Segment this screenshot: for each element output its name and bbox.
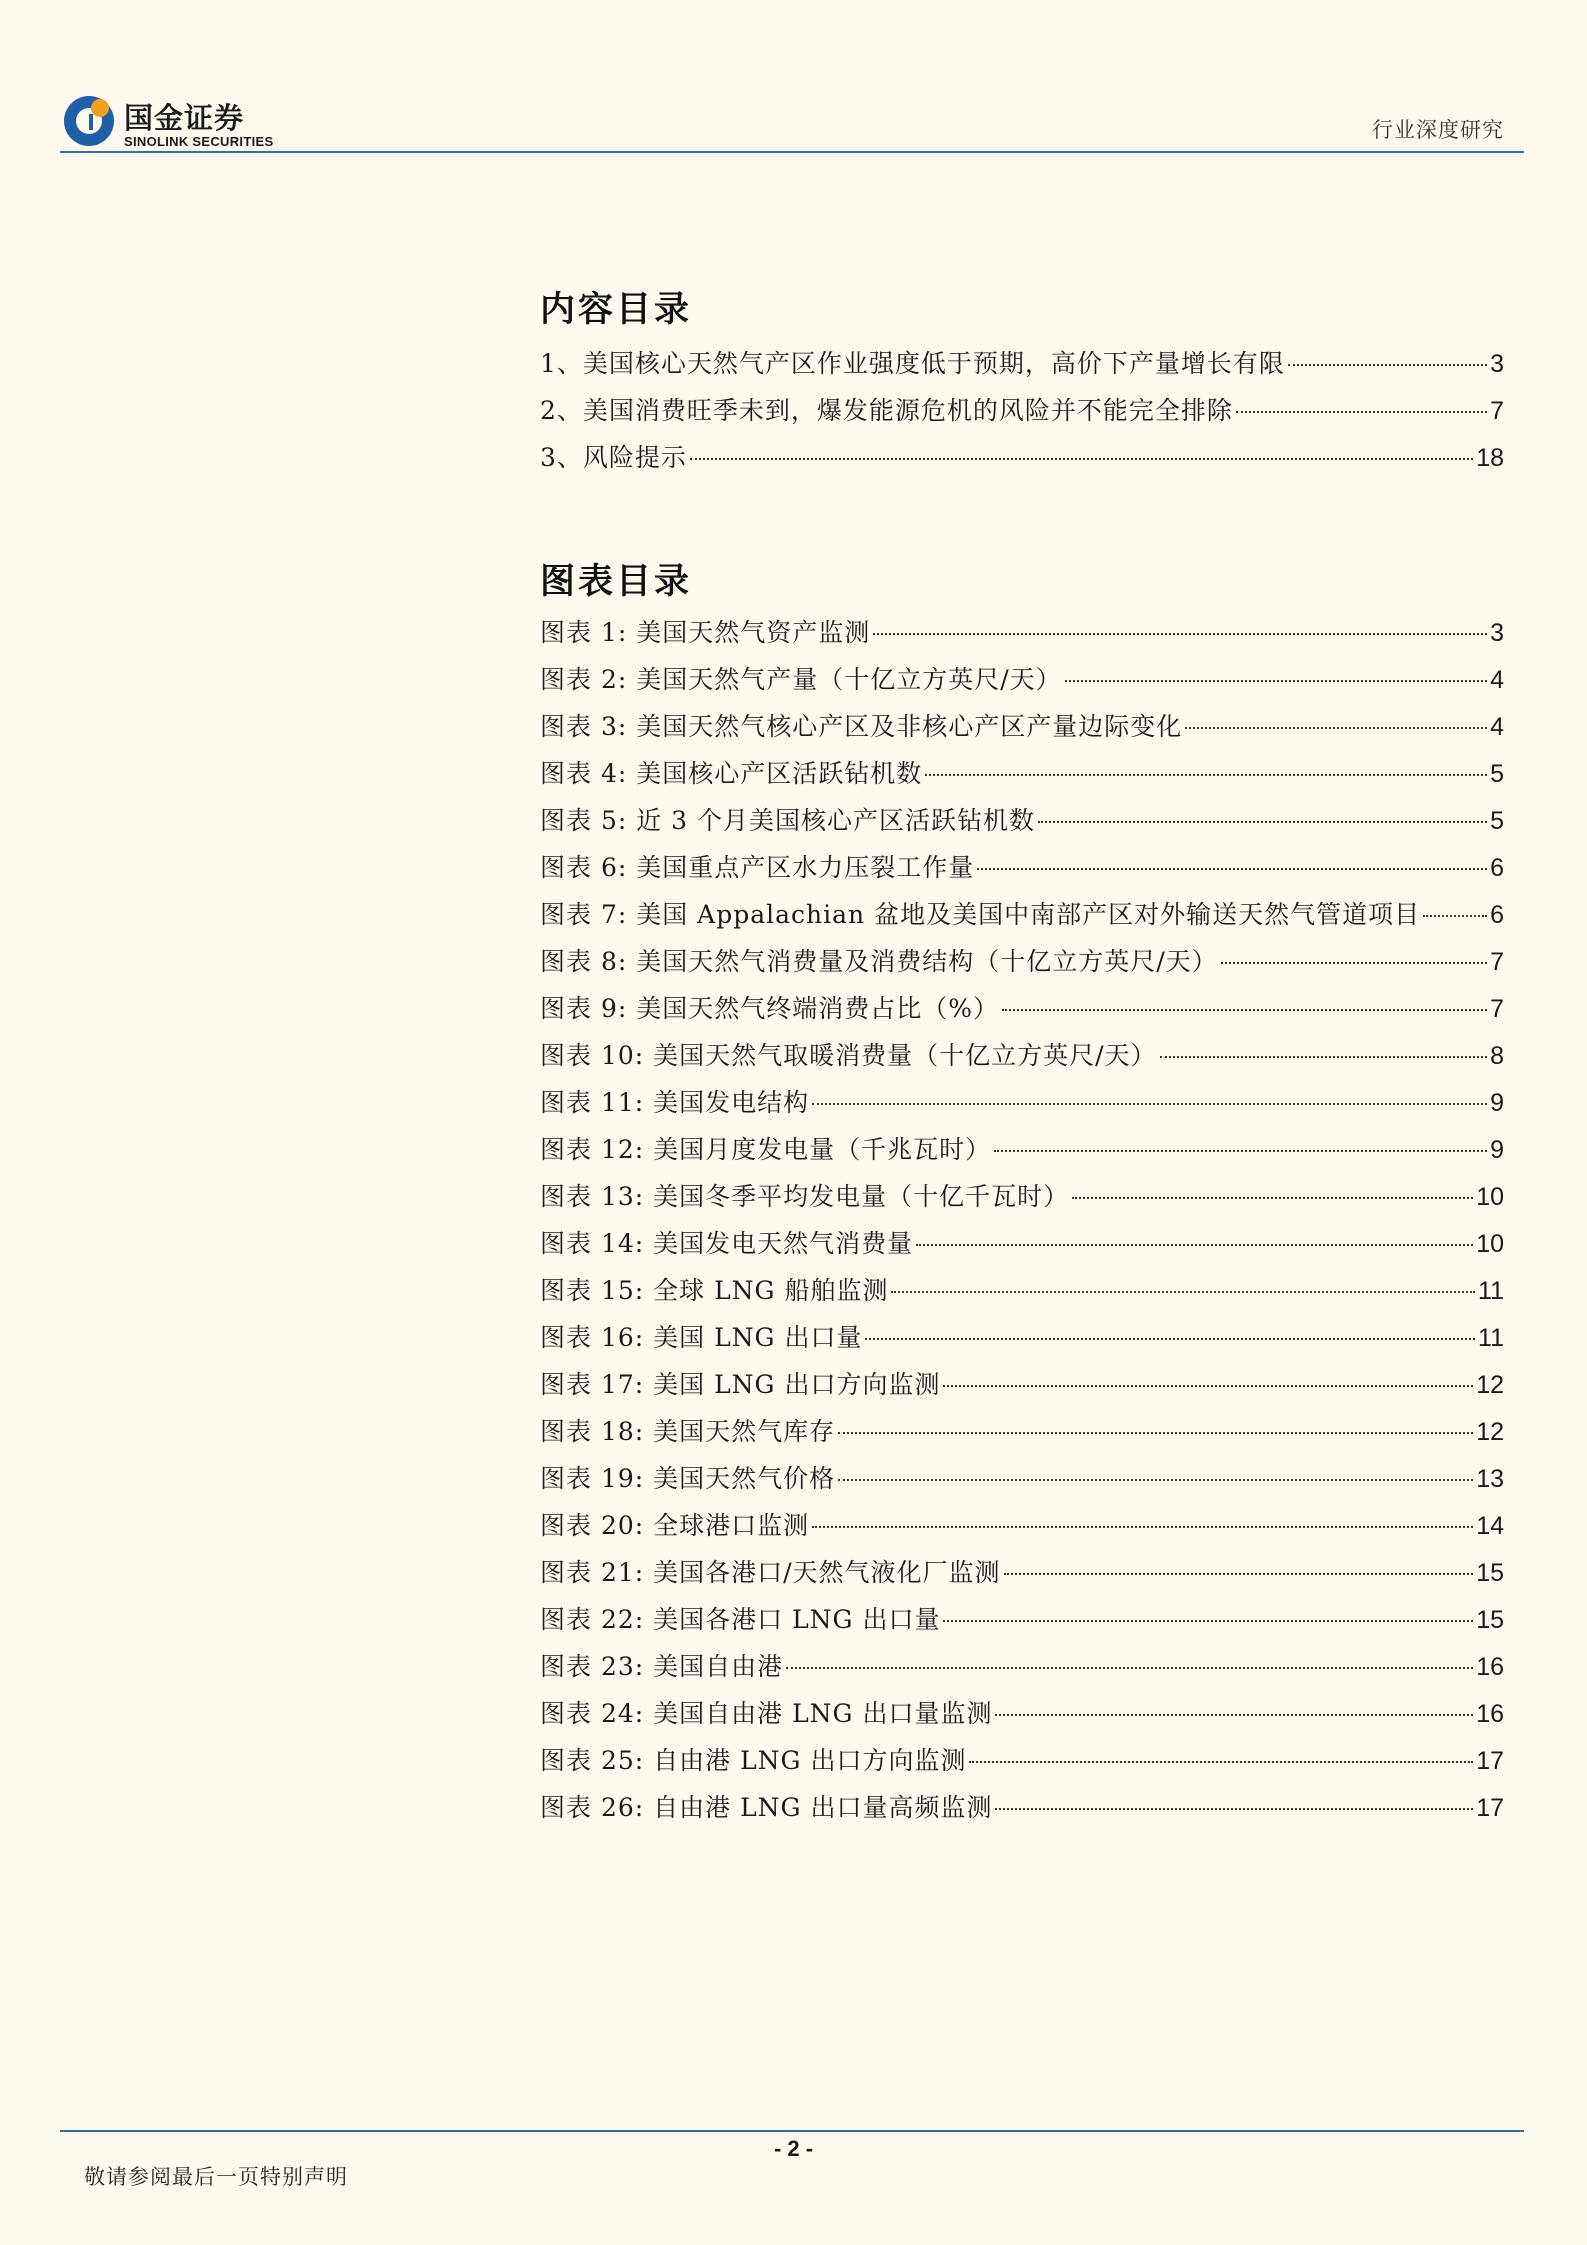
figure-entry[interactable] [540,891,1504,938]
dot-leader [995,1808,1473,1810]
figure-entry-text: 图表 21: 美国各港口/天然气液化厂监测 [540,1558,1001,1587]
figure-entry[interactable] [540,938,1504,985]
dot-leader [873,633,1487,635]
dot-leader [977,868,1487,870]
figure-entry[interactable] [540,703,1504,750]
figure-entry[interactable] [540,1361,1504,1408]
figure-entry[interactable] [540,1173,1504,1220]
dot-leader [925,774,1487,776]
figure-entry-text: 图表 15: 全球 LNG 船舶监测 [540,1276,889,1305]
dot-leader [1288,364,1487,366]
figure-entry-text: 图表 22: 美国各港口 LNG 出口量 [540,1605,941,1634]
figure-entry-page: 12 [1476,1418,1504,1446]
dot-leader [1072,1197,1473,1199]
figure-entry-page: 6 [1490,901,1504,929]
figure-entry-page: 14 [1476,1512,1504,1540]
figure-entry-text: 图表 25: 自由港 LNG 出口方向监测 [540,1746,967,1775]
page-number: - 2 - [773,2136,814,2161]
contents-entry[interactable] [540,387,1504,434]
figure-entry[interactable] [540,1079,1504,1126]
dot-leader [1185,727,1487,729]
figure-entry-text: 图表 19: 美国天然气价格 [540,1464,836,1493]
dot-leader [786,1667,1473,1669]
figure-entry[interactable] [540,609,1504,656]
dot-leader [1221,962,1487,964]
figure-entry[interactable] [540,1549,1504,1596]
figure-entry[interactable] [540,656,1504,703]
figure-entry-text: 图表 6: 美国重点产区水力压裂工作量 [540,853,975,882]
figures-list [540,609,1504,1831]
dot-leader [812,1103,1487,1105]
contents-entry-page: 18 [1476,444,1504,472]
figure-entry-page: 5 [1490,760,1504,788]
figure-entry[interactable] [540,1596,1504,1643]
figure-entry-text: 图表 5: 近 3 个月美国核心产区活跃钻机数 [540,806,1036,835]
dot-leader [891,1291,1475,1293]
figure-entry-page: 16 [1476,1700,1504,1728]
contents-entry-text: 1、美国核心天然气产区作业强度低于预期，高价下产量增长有限 [540,349,1285,378]
figure-entry-text: 图表 4: 美国核心产区活跃钻机数 [540,759,923,788]
figures-title: 图表目录 [540,561,693,602]
dot-leader [1002,1009,1487,1011]
figure-entry[interactable] [540,1784,1504,1831]
figure-entry-page: 17 [1476,1794,1504,1822]
figure-entry-text: 图表 16: 美国 LNG 出口量 [540,1323,863,1352]
figure-entry-text: 图表 11: 美国发电结构 [540,1088,810,1117]
header-divider [60,151,1524,153]
dot-leader [838,1479,1473,1481]
figure-entry[interactable] [540,1455,1504,1502]
figure-entry-page: 17 [1476,1747,1504,1775]
figure-entry-page: 10 [1476,1230,1504,1258]
footer-divider [60,2130,1524,2132]
dot-leader [865,1338,1475,1340]
contents-entry-text: 3、风险提示 [540,443,687,472]
figure-entry[interactable] [540,1502,1504,1549]
figure-entry[interactable] [540,1737,1504,1784]
figure-entry-page: 7 [1490,948,1504,976]
figure-entry-page: 6 [1490,854,1504,882]
figures-section [540,556,1504,1831]
figure-entry[interactable] [540,1032,1504,1079]
figure-entry-text: 图表 26: 自由港 LNG 出口量高频监测 [540,1793,993,1822]
contents-section [540,284,1504,481]
figure-entry-page: 11 [1478,1277,1504,1305]
contents-entry-text: 2、美国消费旺季未到，爆发能源危机的风险并不能完全排除 [540,396,1233,425]
figure-entry[interactable] [540,1126,1504,1173]
figure-entry-text: 图表 2: 美国天然气产量（十亿立方英尺/天） [540,665,1062,694]
contents-entry-page: 3 [1490,350,1504,378]
figure-entry-page: 3 [1490,619,1504,647]
page-header [60,86,1524,156]
sinolink-logo-icon [62,94,116,148]
dot-leader [916,1244,1473,1246]
figure-entry-page: 16 [1476,1653,1504,1681]
figure-entry-page: 15 [1476,1559,1504,1587]
dot-leader [943,1385,1473,1387]
figure-entry-page: 4 [1490,666,1504,694]
figure-entry-text: 图表 20: 全球港口监测 [540,1511,810,1540]
figure-entry[interactable] [540,1314,1504,1361]
figure-entry-text: 图表 18: 美国天然气库存 [540,1417,836,1446]
figure-entry[interactable] [540,1690,1504,1737]
contents-entry[interactable] [540,340,1504,387]
figure-entry-page: 4 [1490,713,1504,741]
dot-leader [1065,680,1487,682]
dot-leader [838,1432,1473,1434]
figure-entry-page: 13 [1476,1465,1504,1493]
dot-leader [994,1150,1487,1152]
logo-chinese-name: 国金证券 [124,101,245,135]
figure-entry-text: 图表 12: 美国月度发电量（千兆瓦时） [540,1135,992,1164]
figure-entry[interactable] [540,1267,1504,1314]
dot-leader [995,1714,1473,1716]
figure-entry-text: 图表 13: 美国冬季平均发电量（十亿千瓦时） [540,1182,1070,1211]
figure-entry[interactable] [540,1643,1504,1690]
figure-entry-page: 5 [1490,807,1504,835]
figure-entry-page: 15 [1476,1606,1504,1634]
figure-entry-text: 图表 7: 美国 Appalachian 盆地及美国中南部产区对外输送天然气管道项目 [540,900,1421,929]
figure-entry-page: 11 [1478,1324,1504,1352]
figure-entry[interactable] [540,1408,1504,1455]
figure-entry-text: 图表 8: 美国天然气消费量及消费结构（十亿立方英尺/天） [540,947,1218,976]
figure-entry[interactable] [540,844,1504,891]
dot-leader [1423,915,1487,917]
figure-entry-text: 图表 14: 美国发电天然气消费量 [540,1229,914,1258]
contents-title: 内容目录 [540,289,693,330]
contents-entry[interactable] [540,434,1504,481]
figure-entry[interactable] [540,750,1504,797]
figure-entry-page: 12 [1476,1371,1504,1399]
figure-entry-page: 7 [1490,995,1504,1023]
dot-leader [812,1526,1473,1528]
dot-leader [943,1620,1473,1622]
dot-leader [1004,1573,1474,1575]
figure-entry-page: 9 [1490,1136,1504,1164]
company-logo [62,92,292,152]
dot-leader [1038,821,1487,823]
figure-entry-text: 图表 9: 美国天然气终端消费占比（%） [540,994,999,1023]
report-type: 行业深度研究 [1372,118,1504,142]
figure-entry-page: 10 [1476,1183,1504,1211]
dot-leader [690,458,1473,460]
dot-leader [1236,411,1487,413]
figure-entry-text: 图表 1: 美国天然气资产监测 [540,618,871,647]
contents-entry-page: 7 [1490,397,1504,425]
figure-entry-page: 9 [1490,1089,1504,1117]
figure-entry[interactable] [540,1220,1504,1267]
figure-entry-text: 图表 3: 美国天然气核心产区及非核心产区产量边际变化 [540,712,1183,741]
figure-entry-page: 8 [1490,1042,1504,1070]
dot-leader [969,1761,1473,1763]
figure-entry[interactable] [540,797,1504,844]
figure-entry-text: 图表 10: 美国天然气取暖消费量（十亿立方英尺/天） [540,1041,1157,1070]
disclaimer-text: 敬请参阅最后一页特别声明 [84,2165,348,2189]
figure-entry[interactable] [540,985,1504,1032]
figure-entry-text: 图表 17: 美国 LNG 出口方向监测 [540,1370,941,1399]
figure-entry-text: 图表 23: 美国自由港 [540,1652,784,1681]
figure-entry-text: 图表 24: 美国自由港 LNG 出口量监测 [540,1699,993,1728]
contents-list [540,340,1504,481]
logo-english-name: SINOLINK SECURITIES [124,134,274,149]
dot-leader [1160,1056,1488,1058]
